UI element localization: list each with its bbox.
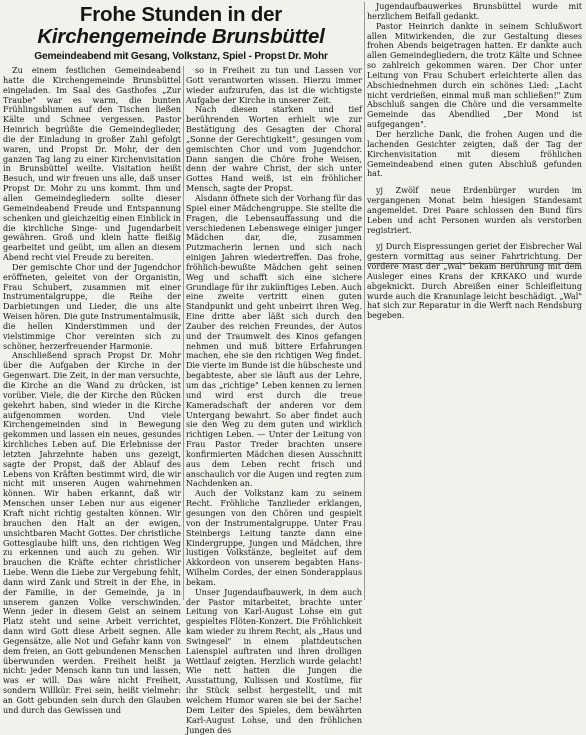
article-column-1 xyxy=(3,66,181,716)
headline-line-2: Kirchengemeinde Brunsbüttel xyxy=(37,25,325,48)
article-column-3 xyxy=(367,2,582,321)
paragraph: Der herzliche Dank, die frohen Augen und die lachenden Gesichter zeigten, daß der Tag der Kirchenvisitation mit diesem fröhlichen Gemeindeabend einen guten Abschluß gefunden hat. xyxy=(367,129,582,179)
paragraph: Nach diesen starken und tief berührenden Worten erhielt wie zur Bestätigung des Gesagten der Choral „Sonne der Gerechtigkeit", gesungen vom gemischten Chor und vom Jugendchor. Dann sangen die Chöre frohe Weisen, denn der wahre Christ, der sich unter Gottes Hand weiß, ist ein fröhlicher Mensch, sagte der Propst. xyxy=(186,105,362,194)
paragraph: Alsdann öffnete sich der Vorhang für das Spiel einer Mädchengruppe. Sie stellte die Fragen, die Lebensauffassung und die verschiedenen Lebenswege einiger junger Mädchen dar, die, zusammen Putzmacherin lernen und sich nach einigen Jahren wiedertreffen. Das frohe, fröhlich-bewußte Mädchen geht seinen Weg und schafft sich eine sichere Grundlage für ihr zukünftiges Leben. Auch eine zweite vertritt einen guten Standpunkt und geht unbeirrt ihren Weg. Eine dritte aber läßt sich durch den Zauber des reichen Freundes, der Autos und der Traumwelt des Kinos gefangen nehmen und muß bittere Erfahrungen machen, ehe sie den richtigen Weg findet. Die vierte im Bunde ist die hübscheste und begabteste, aber sie läuft aus der Lehre, um das „richtige" Leben kennen zu lernen und wird erst durch die treue Kameradschaft der anderen vor dem Untergang bewahrt. So aber findet auch sie den Weg zu dem guten und wirklich richtigen Leben. — Unter der Leitung von Frau Pastor Treder brachten unsere konfirmierten Mädchen diesen Ausschnitt aus dem Leben recht frisch und anschaulich vor die Augen und regten zum Nachdenken an. xyxy=(186,193,362,489)
notice-births: yj Zwölf neue Erdenbürger wurden im vergangenen Monat beim hiesigen Standesamt angemeldet. Drei Paare schlossen den Bund fürs Leben und acht Personen wurden als verstorben registriert. xyxy=(367,186,582,235)
paragraph: Jugendaufbauwerkes Brunsbüttel wurde mit herzlichem Beifall gedankt. xyxy=(367,2,582,21)
section-divider xyxy=(368,263,581,264)
paragraph: Zu einem festlichen Gemeindeabend hatte die Kirchengemeinde Brunsbüttel eingeladen. Im Saal des Gasthofes „Zur Traube" war es warm, die bunten Frühlingsblumen auf den Tischen ließen Kälte und Schnee vergessen. Pastor Heinrich begrüßte die Gemeindeglieder, die der Einladung in großer Zahl gefolgt waren, und Propst Dr. Mohr, der den ganzen Tag lang zu einer Kirchenvisitation in Brunsbüttel weilte. Visitation heißt Besuch, und wir freuen uns alle, daß unser Propst Dr. Mohr zu uns kommt. Ihm und allen Gemeindegliedern sollte dieser Gemeindeabend Freude und Entspannung schenken und gleichzeitig einen Einblick in die kirchliche Singe- und Jugendarbeit gewähren. Groß und klein hatte fleißig gearbeitet und geübt, um allen an diesem Abend recht viel Freude zu bereiten. xyxy=(3,66,181,263)
column-separator xyxy=(364,2,365,600)
subheadline: Gemeindeabend mit Gesang, Volkstanz, Spiel - Propst Dr. Mohr xyxy=(34,51,328,62)
paragraph: Anschließend sprach Propst Dr. Mohr über die Aufgaben der Kirche in der Gegenwart. Die Zeit, in der man versuchte, die Kirche an die Wand zu drücken, ist vorüber. Viele, die der Kirche den Rücken gekehrt haben, sind wieder in die Kirche aufgenommen worden. Und viele Kirchengemeinden sind in Bewegung gekommen und lassen ein neues, gesundes kirchliches Leben auf. Die Erlebnisse der letzten Jahrzehnte haben uns gezeigt, sagte der Propst, daß der Ablauf des Lebens von Kräften bestimmt wird, die wir nicht mit unseren Augen wahrnehmen können. Wir haben erkannt, daß wir Menschen unser Leben nur aus eigener Kraft nicht richtig gestalten können. Wir brauchen den Halt an der ewigen, unsichtbaren Macht Gottes. Der christliche Gottesglaube hilft uns, den richtigen Weg zu erkennen und auch zu gehen. Wir brauchen die Kräfte echter christlicher Liebe. Wenn die Liebe zur Vergebung fehlt, dann wird Zank und Streit in der Ehe, in der Familie, in der Gemeinde, ja in unserem ganzen Volke verschwinden. Wenn jeder in diesem Geist an seinem Platz steht und seine Arbeit verrichtet, dann wird Gott diese Arbeit segnen. Alle Gegensätze, alle Not und Gefahr kann von dem freien, an Gott gebundenen Menschen überwunden werden. Freiheit heißt ja nicht: jeder Mensch kann tun und lassen, was er will. Das wäre nicht Freiheit, sondern Willkür. Frei sein, heißt vielmehr: an Gott gebunden sein durch den Glauben und durch das Gewissen und xyxy=(3,351,181,715)
paragraph: Pastor Heinrich dankte in seinem Schlußwort allen Mitwirkenden, die zur Gestaltung dieses frohen Abends beigetragen hatten. Er dankte auch allen Gemeindegliedern, die trotz Kälte und Schnee so zahlreich gekommen waren. Der Chor unter Leitung von Frau Schubert erleichterte allen das Abschiednehmen durch ein schönes Lied: „Lacht nicht verdrießen, einmal muß man schließen!" Zum Abschluß sangen die Chöre und die versammelte Gemeinde das Abendlied „Der Mond ist aufgegangen". xyxy=(367,21,582,130)
headline-line-1: Frohe Stunden in der xyxy=(79,3,283,26)
notice-icebreaker: yj Durch Eispressungen geriet der Eisbrecher Wal gestern vormittag aus seiner Fahrtrichtung. Der vordere Mast der „Wal" bekam Berührung mit dem Ausleger eines Krans der KRKAKO und wurde abgeknickt. Durch Abreißen einer Schleifleitung wurde auch die Kranunlage leicht beschädigt. „Wal" hat sich zur Reparatur in die Werft nach Rendsburg begeben. xyxy=(367,242,582,321)
paragraph: Auch der Volkstanz kam zu seinem Recht. Fröhliche Tanzlieder erklangen, gesungen von den Chören und gespielt von der Instrumentalgruppe. Unter Frau Steinbergs Leitung tanzte dann eine Kindergruppe, Jungen und Mädchen, ihre lustigen Volkstänze, begleitet auf dem Akkordeon von unserem begabten Hans-Wilhelm Cordes, der einen Sonderapplaus bekam. xyxy=(186,489,362,587)
paragraph: Der gemischte Chor und der Jugendchor eröffneten, geleitet von der Organistin, Frau Schubert, zusammen mit einer Instrumentalgruppe, die Reihe der Darbietungen und Lieder, die uns alte Weisen hören. Die gute Instrumentalmusik, die hellen Kinderstimmen und der vielstimmige Chor vereinten sich zu schöner, herzerfreuender Harmonie. xyxy=(3,262,181,351)
column-separator xyxy=(183,66,184,600)
paragraph: so in Freiheit zu tun und Lassen vor Gott verantworten wissen. Hierzu immer wieder aufzurufen, das ist die wichtigste Aufgabe der Kirche in unserer Zeit. xyxy=(186,66,362,105)
paragraph: Unser Jugendaufbauwerk, in dem auch der Pastor mitarbeitet, brachte unter Leitung von Karl-August Lohse ein gut gespieltes Flöten-Konzert. Die Fröhlichkeit kam wieder zu ihrem Recht, als „Haus und Swingesel" in einem plattdeutschen Laienspiel auftraten und ihren drolligen Wettlauf zeigten. Herzlich wurde gelacht! Wie nett hatten die Jungen die Ausstattung, Kulissen und Kostüme, für ihr Stück selbst hergestellt, und mit welchem Humor waren sie bei der Sache! Dem Leiter des Spieles, dem bewährten Karl-August Lohse, und den fröhlichen Jungen des xyxy=(186,587,362,735)
article-column-2 xyxy=(186,66,362,735)
